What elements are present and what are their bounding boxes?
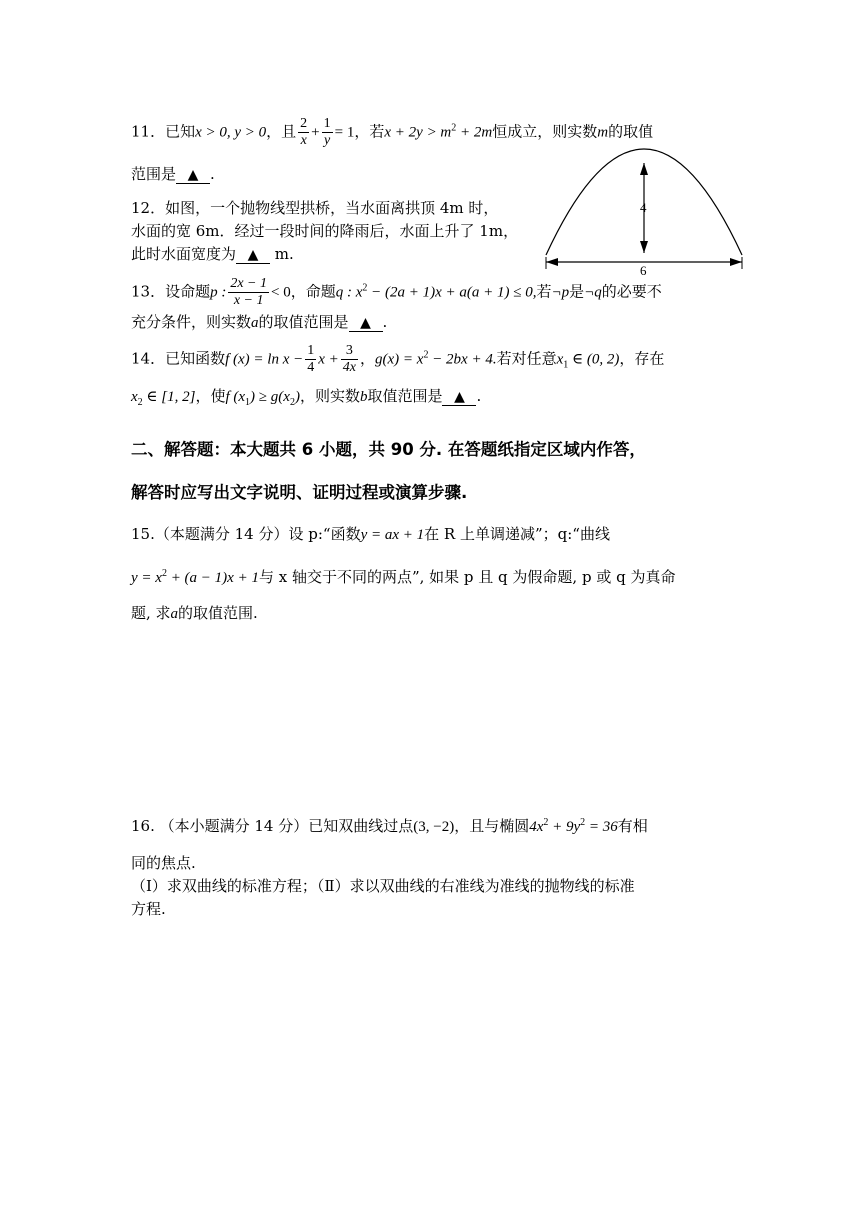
q13-text: 是 bbox=[569, 282, 585, 301]
q13-text: 若 bbox=[536, 282, 552, 301]
q14-text: ，存在 bbox=[619, 349, 665, 368]
q14-fraction-1-over-4 bbox=[305, 343, 316, 376]
triangle-icon: ▲ bbox=[187, 167, 199, 183]
q16-exponent: 2 bbox=[580, 817, 586, 828]
q12-line1: 12．如图，一个抛物线型拱桥，当水面离拱顶 4m 时， bbox=[131, 199, 499, 217]
equals-one: = 1 bbox=[334, 124, 355, 141]
q15-text: 的取值范围. bbox=[178, 604, 258, 622]
curve-equation: y = x bbox=[131, 570, 162, 586]
q11-inequality: x + 2y > m bbox=[384, 124, 452, 141]
q15-line1 bbox=[131, 524, 610, 545]
q14-text: 若对任意 bbox=[496, 349, 557, 368]
q11-fraction-1-over-y bbox=[322, 116, 333, 149]
q11-exponent: 2 bbox=[451, 122, 457, 134]
var-x2: x bbox=[131, 389, 138, 405]
q13-text: 充分条件，则实数 bbox=[131, 313, 252, 331]
q14-text: ， bbox=[359, 349, 375, 368]
frac-num: 3 bbox=[341, 343, 358, 360]
var-b: b bbox=[359, 389, 368, 405]
q14-text: ，则实数 bbox=[299, 387, 360, 405]
q15-text: 与 x 轴交于不同的两点”, 如果 p 且 q 为假命题, p 或 q 为真命 bbox=[258, 568, 676, 586]
q13-line1 bbox=[131, 276, 662, 309]
var-m: m bbox=[597, 124, 609, 141]
q15-exponent: 2 bbox=[161, 568, 167, 579]
answer-blank[interactable] bbox=[236, 246, 270, 264]
q14-line1 bbox=[131, 343, 664, 376]
q14-inequality: f (x bbox=[225, 389, 246, 405]
triangle-icon: ▲ bbox=[247, 247, 259, 263]
q13-text: . bbox=[382, 313, 388, 331]
q12-text: 此时水面宽度为 bbox=[131, 245, 237, 263]
q15-text: 题, 求 bbox=[131, 604, 171, 622]
not-p: ¬p bbox=[551, 284, 570, 301]
frac-den: 4x bbox=[342, 360, 356, 375]
answer-blank[interactable] bbox=[349, 314, 383, 332]
q14-text: 14．已知函数 bbox=[131, 349, 226, 368]
arrow-head-left bbox=[546, 258, 558, 266]
q16-text: 有相 bbox=[617, 817, 648, 835]
function-f: f (x) = ln x − bbox=[225, 351, 304, 368]
q13-fraction bbox=[228, 276, 269, 309]
less-than-zero: < 0 bbox=[271, 284, 291, 301]
frac-num: 2x − 1 bbox=[230, 276, 268, 291]
subscript-1: 1 bbox=[563, 359, 569, 371]
function-g: g(x) = x bbox=[375, 351, 424, 368]
arrow-head-down bbox=[640, 241, 648, 253]
triangle-icon: ▲ bbox=[454, 389, 465, 405]
subscript-2: 2 bbox=[289, 397, 295, 408]
answer-blank[interactable] bbox=[442, 388, 476, 406]
q11-text: 的取值 bbox=[608, 122, 654, 141]
q15-line2 bbox=[131, 567, 675, 588]
proposition-q: q : x bbox=[335, 284, 363, 301]
q11-text: . bbox=[210, 165, 215, 183]
plus-sign: + bbox=[311, 124, 320, 141]
ellipse-equation-mid: + 9y bbox=[548, 819, 581, 835]
q14-fraction-3-over-4x bbox=[341, 343, 358, 376]
width-label: 6 bbox=[640, 263, 647, 275]
q14-exponent: 2 bbox=[423, 349, 429, 361]
linear-function: y = ax + 1 bbox=[360, 527, 425, 543]
frac-den: y bbox=[324, 133, 331, 148]
q16-exponent: 2 bbox=[543, 817, 549, 828]
frac-den: 4 bbox=[307, 360, 315, 375]
q16-line2: 同的焦点. bbox=[131, 854, 196, 872]
q15-text: 在 R 上单调递减”；q:“曲线 bbox=[424, 525, 610, 543]
var-x1: x bbox=[556, 351, 564, 368]
function-f-mid: x + bbox=[318, 351, 339, 368]
q11-text: ，且 bbox=[266, 122, 297, 141]
q14-text: ，使 bbox=[195, 387, 226, 405]
curve-equation-tail: + (a − 1)x + 1 bbox=[166, 570, 259, 586]
q13-exponent: 2 bbox=[362, 282, 368, 294]
q12-line2: 水面的宽 6m．经过一段时间的降雨后，水面上升了 1m， bbox=[131, 222, 519, 240]
frac-num: 2 bbox=[300, 116, 308, 131]
q14-inequality-mid: ) ≥ g(x bbox=[250, 389, 290, 405]
subscript-1: 1 bbox=[245, 397, 251, 408]
q11-text: 恒成立，则实数 bbox=[492, 122, 598, 141]
q16-text: 16. （本小题满分 14 分）已知双曲线过点 bbox=[131, 817, 414, 835]
proposition-q-tail: − (2a + 1)x + a(a + 1) ≤ 0, bbox=[367, 284, 537, 301]
var-a: a bbox=[170, 606, 179, 622]
var-a: a bbox=[251, 315, 259, 331]
function-g-tail: − 2bx + 4. bbox=[428, 351, 497, 368]
x1-domain: ∈ (0, 2) bbox=[568, 351, 620, 368]
arrow-head-up bbox=[640, 163, 648, 175]
q15-line3 bbox=[131, 603, 258, 624]
answer-blank[interactable] bbox=[176, 166, 210, 184]
proposition-p: p : bbox=[210, 284, 227, 301]
arrow-head-right bbox=[730, 258, 742, 266]
q11-text: 11．已知 bbox=[131, 122, 196, 141]
frac-num: 1 bbox=[323, 116, 331, 131]
q13-text: 的必要不 bbox=[601, 282, 662, 301]
q13-text: ，命题 bbox=[290, 282, 336, 301]
q11-condition: x > 0, y > 0 bbox=[195, 124, 267, 141]
q16-line1 bbox=[131, 816, 648, 837]
q16-line4: 方程. bbox=[131, 900, 166, 918]
frac-den: x bbox=[300, 133, 307, 148]
section2-heading-line1: 二、解答题：本大题共 6 小题，共 90 分. 在答题纸指定区域内作答， bbox=[131, 440, 646, 459]
subscript-2: 2 bbox=[137, 397, 143, 408]
height-label: 4 bbox=[640, 200, 647, 215]
q11-text: ，若 bbox=[354, 122, 385, 141]
q14-inequality-end: ) bbox=[294, 389, 300, 405]
frac-num: 1 bbox=[307, 343, 315, 358]
frac-den: x − 1 bbox=[233, 293, 264, 308]
point-coordinates: (3, −2) bbox=[413, 819, 455, 835]
q12-text: m. bbox=[270, 245, 294, 263]
q11-line2 bbox=[131, 164, 215, 184]
ellipse-equation-tail: = 36 bbox=[585, 819, 618, 835]
triangle-icon: ▲ bbox=[360, 315, 371, 331]
q11-fraction-2-over-x bbox=[298, 116, 309, 149]
q14-text: 取值范围是 bbox=[367, 387, 443, 405]
q12-line3 bbox=[131, 244, 294, 264]
q14-text: . bbox=[476, 387, 482, 405]
q16-line3: （Ⅰ）求双曲线的标准方程；（Ⅱ）求以双曲线的右准线为准线的抛物线的标准 bbox=[131, 877, 635, 895]
q13-line2 bbox=[131, 312, 387, 333]
q15-text: 15.（本题满分 14 分）设 p:“函数 bbox=[131, 525, 361, 543]
x2-domain: ∈ [1, 2] bbox=[142, 389, 196, 405]
ellipse-equation: 4x bbox=[529, 819, 544, 835]
not-q: ¬q bbox=[584, 284, 602, 301]
section2-heading-line2: 解答时应写出文字说明、证明过程或演算步骤. bbox=[131, 483, 468, 502]
q14-line2 bbox=[131, 386, 481, 407]
q16-text: ，且与椭圆 bbox=[454, 817, 530, 835]
parabola-arch-figure bbox=[540, 145, 750, 275]
q11-text: 范围是 bbox=[131, 165, 177, 183]
q13-text: 13．设命题 bbox=[131, 282, 211, 301]
q11-inequality-tail: + 2m bbox=[456, 124, 493, 141]
q13-text: 的取值范围是 bbox=[258, 313, 349, 331]
